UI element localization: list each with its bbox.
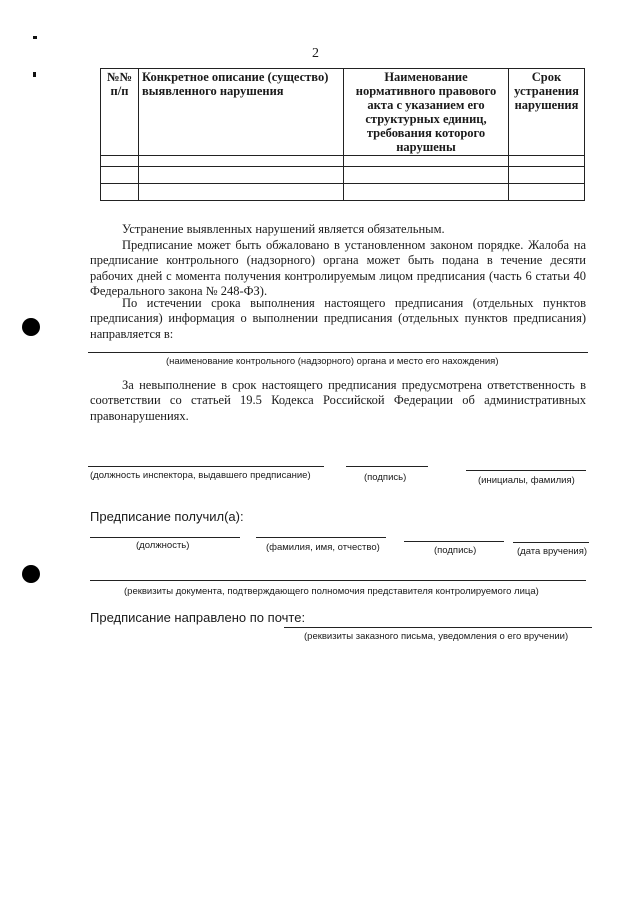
table-cell xyxy=(101,167,139,184)
caption-signature: (подпись) xyxy=(364,472,407,483)
caption-inspector-position: (должность инспектора, выдавшего предписание) xyxy=(90,470,311,481)
scan-mark xyxy=(33,72,36,77)
caption-full-name: (фамилия, имя, отчество) xyxy=(266,542,380,553)
table-cell xyxy=(139,184,344,201)
paragraph-report: По истечении срока выполнения настоящего предписания (отдельных пунктов предписания) информация о выполнении предписания (отдельных пунктов предписания) направляется в: xyxy=(90,296,586,341)
table-cell xyxy=(509,184,585,201)
inspector-position-line xyxy=(88,466,324,467)
header-number: №№ п/п xyxy=(101,69,139,156)
registered-mail-line xyxy=(284,627,592,628)
table-cell xyxy=(344,156,509,167)
table-cell xyxy=(509,167,585,184)
table-cell xyxy=(139,156,344,167)
organ-line xyxy=(88,352,588,353)
received-label: Предписание получил(а): xyxy=(90,509,244,524)
caption-delivery-date: (дата вручения) xyxy=(517,546,588,557)
punch-hole xyxy=(22,318,40,336)
table-cell xyxy=(101,184,139,201)
received-position-line xyxy=(90,537,240,538)
caption-registered-mail: (реквизиты заказного письма, уведомления о его вручении) xyxy=(304,631,569,642)
received-date-line xyxy=(513,542,589,543)
representative-doc-line xyxy=(90,580,586,581)
table-row xyxy=(101,184,585,201)
received-signature-line xyxy=(404,541,504,542)
table-cell xyxy=(344,184,509,201)
received-name-line xyxy=(256,537,386,538)
paragraph-liability: За невыполнение в срок настоящего предписания предусмотрена ответственность в соответствии со статьей 19.5 Кодекса Российской Федерации об административных правонарушениях. xyxy=(90,378,586,423)
inspector-name-line xyxy=(466,470,586,471)
caption-signature-received: (подпись) xyxy=(434,545,477,556)
caption-organ: (наименование контрольного (надзорного) органа и место его нахождения) xyxy=(166,356,499,367)
caption-initials: (инициалы, фамилия) xyxy=(478,475,575,486)
sent-by-mail-label: Предписание направлено по почте: xyxy=(90,610,306,625)
punch-hole xyxy=(22,565,40,583)
paragraph-appeal: Предписание может быть обжаловано в установленном законом порядке. Жалоба на предписание контрольного (надзорного) органа может быть подана в течение десяти рабочих дней с момента получения контролируемым лицом предписания (часть 6 статьи 40 Федерального закона № 248-ФЗ). xyxy=(90,238,586,298)
table-header-row xyxy=(101,69,585,156)
table-cell xyxy=(139,167,344,184)
paragraph-mandatory: Устранение выявленных нарушений является обязательным. xyxy=(122,222,445,236)
header-description: Конкретное описание (существо) выявленного нарушения xyxy=(139,69,344,156)
scan-mark xyxy=(33,36,37,39)
caption-representative-doc: (реквизиты документа, подтверждающего полномочия представителя контролируемого лица) xyxy=(124,586,539,597)
table-cell xyxy=(509,156,585,167)
table-row xyxy=(101,167,585,184)
caption-position: (должность) xyxy=(136,540,190,551)
violations-table xyxy=(100,68,585,201)
page-number: 2 xyxy=(312,46,319,61)
table-row xyxy=(101,156,585,167)
inspector-signature-line xyxy=(346,466,428,467)
header-legal-act: Наименование нормативного правового акта с указанием его структурных единиц, требования которого нарушены xyxy=(344,69,509,156)
table-cell xyxy=(344,167,509,184)
header-deadline: Срок устранения нарушения xyxy=(509,69,585,156)
table-cell xyxy=(101,156,139,167)
